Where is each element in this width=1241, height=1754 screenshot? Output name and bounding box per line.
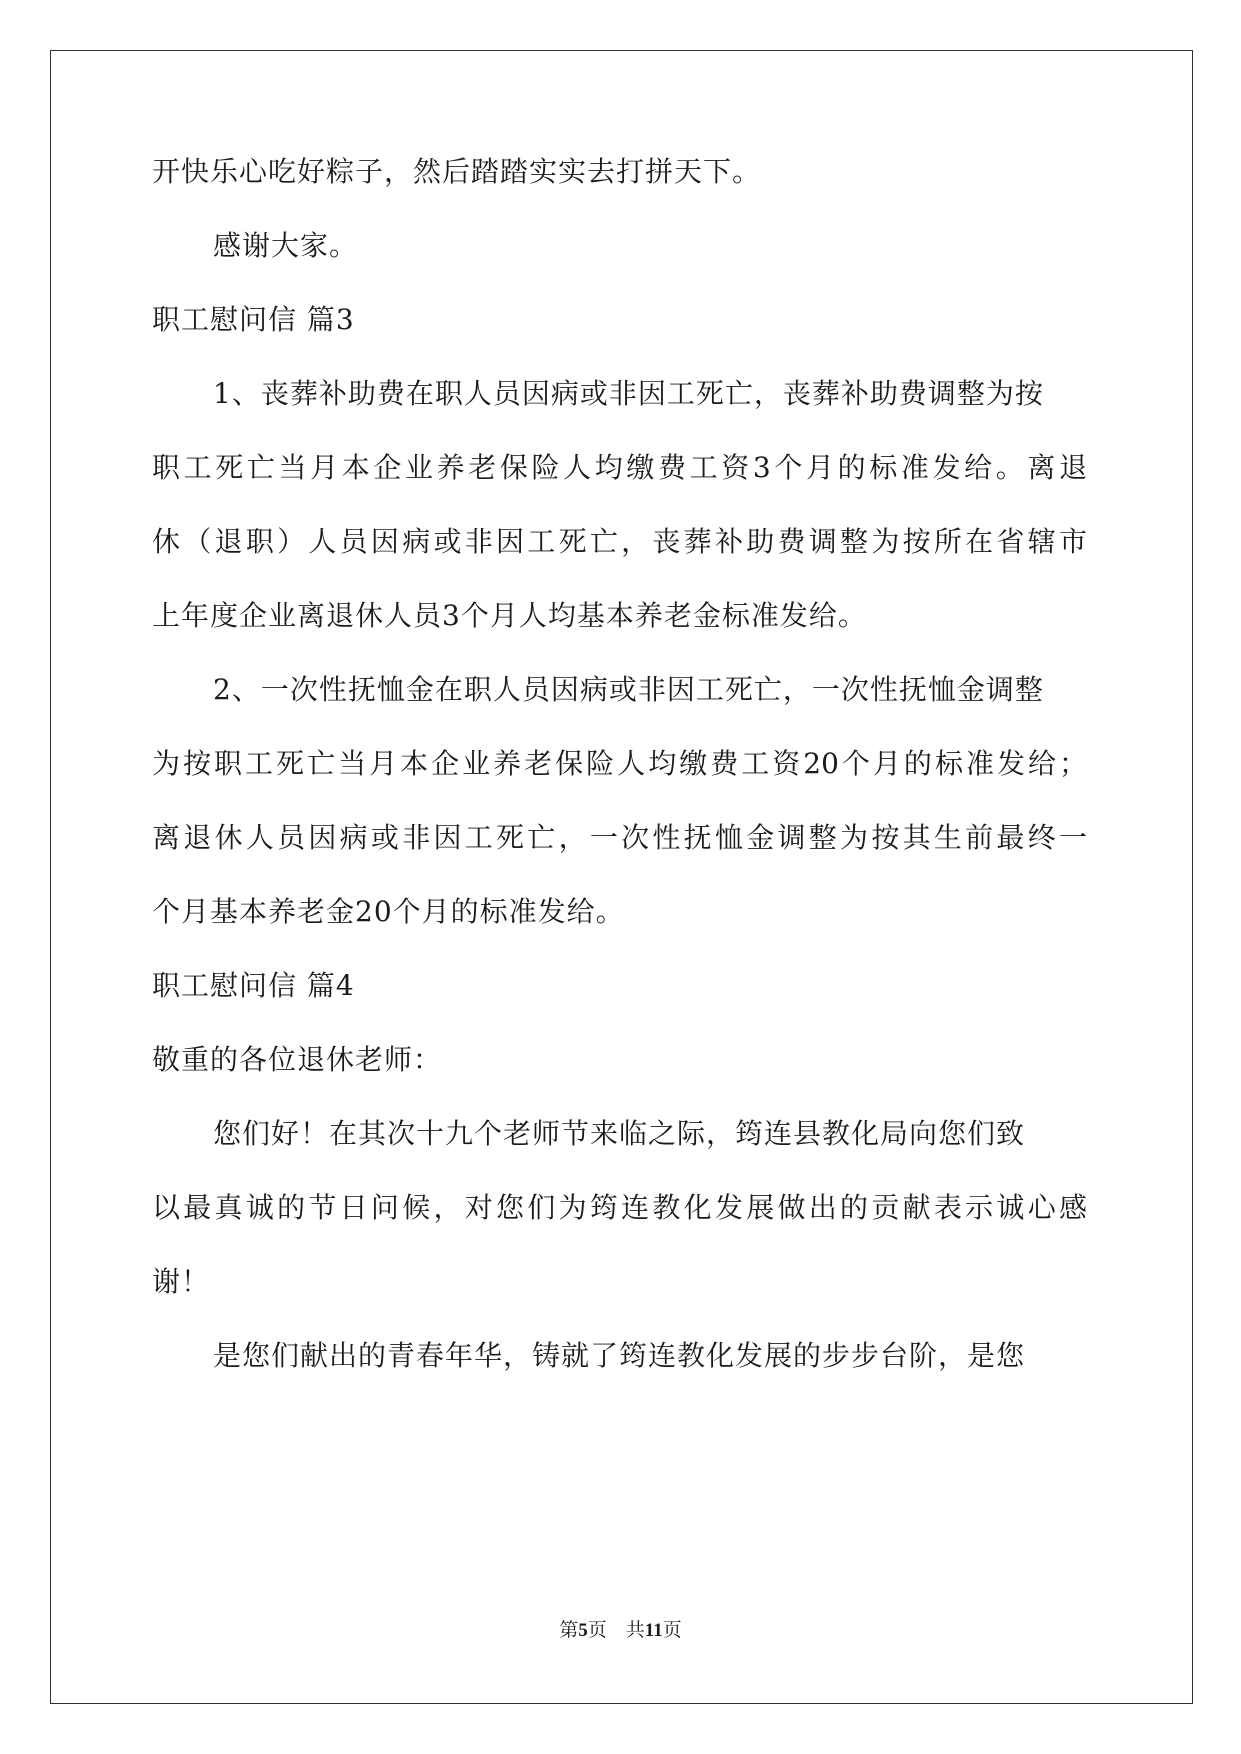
text-line: 2、一次性抚恤金在职人员因病或非因工死亡，一次性抚恤金调整 bbox=[213, 673, 1044, 706]
text-line: 上年度企业离退休人员3个月人均基本养老金标准发给。 bbox=[152, 599, 867, 632]
text-line: 是您们献出的青春年华，铸就了筠连教化发展的步步台阶，是您 bbox=[213, 1339, 1026, 1372]
text-line: 离退休人员因病或非因工死亡，一次性抚恤金调整为按其生前最终一 bbox=[152, 821, 1087, 854]
text-line: 开快乐心吃好粽子，然后踏踏实实去打拼天下。 bbox=[152, 155, 762, 188]
page-border bbox=[50, 50, 1193, 1704]
text-line: 个月基本养老金20个月的标准发给。 bbox=[152, 895, 625, 928]
page-footer bbox=[0, 1618, 1241, 1643]
footer-mid: 页 共 bbox=[587, 1619, 645, 1641]
salutation: 敬重的各位退休老师： bbox=[152, 1043, 443, 1076]
section-heading: 职工慰问信 篇4 bbox=[152, 969, 355, 1002]
text-line: 职工死亡当月本企业养老保险人均缴费工资3个月的标准发给。离退 bbox=[152, 451, 1087, 484]
text-line: 1、丧葬补助费在职人员因病或非因工死亡，丧葬补助费调整为按 bbox=[213, 377, 1044, 410]
footer-suffix: 页 bbox=[662, 1619, 682, 1641]
text-line: 谢！ bbox=[152, 1265, 211, 1298]
section-heading: 职工慰问信 篇3 bbox=[152, 303, 355, 336]
text-line: 休（退职）人员因病或非因工死亡，丧葬补助费调整为按所在省辖市 bbox=[152, 525, 1087, 558]
text-line: 为按职工死亡当月本企业养老保险人均缴费工资20个月的标准发给； bbox=[152, 747, 1087, 780]
footer-prefix: 第 bbox=[559, 1619, 579, 1641]
text-line: 您们好！在其次十九个老师节来临之际，筠连县教化局向您们致 bbox=[213, 1117, 1026, 1150]
text-line: 以最真诚的节日问候，对您们为筠连教化发展做出的贡献表示诚心感 bbox=[152, 1191, 1087, 1224]
text-line: 感谢大家。 bbox=[213, 229, 359, 262]
total-pages: 11 bbox=[644, 1620, 663, 1641]
page-number: 5 bbox=[578, 1620, 588, 1641]
